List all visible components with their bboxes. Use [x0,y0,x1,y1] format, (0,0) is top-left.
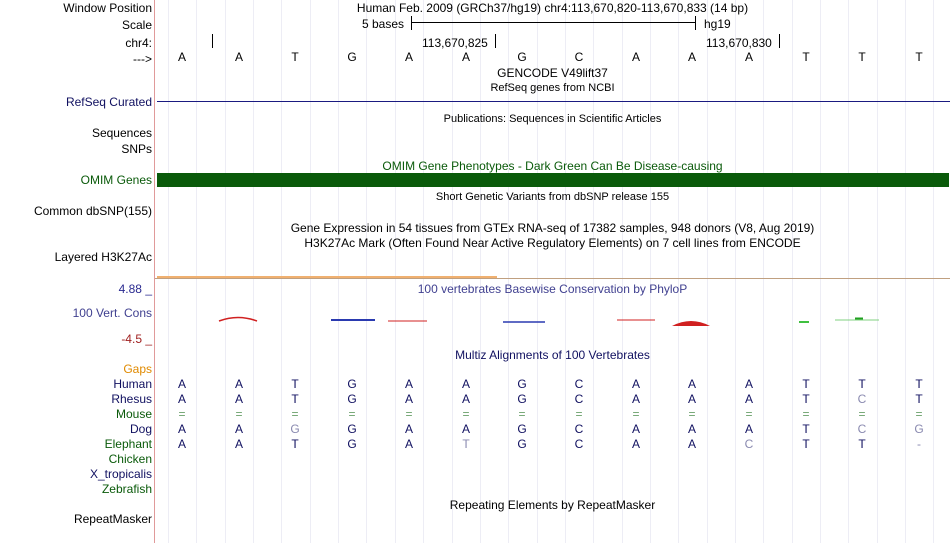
alignment-base: = [235,407,243,421]
alignment-base: G [290,422,300,436]
alignment-base: = [405,407,413,421]
reference-base: A [461,50,470,64]
h3k27-center-label: H3K27Ac Mark (Often Found Near Active Regulatory Elements) on 7 cell lines from ENCODE [304,236,801,250]
alignment-base: G [347,437,357,451]
species-label-elephant[interactable]: Elephant [104,437,152,451]
alignment-base: G [347,377,357,391]
alignment-base: A [404,392,413,406]
alignment-base: T [462,437,470,451]
scale-assembly: hg19 [704,17,731,31]
species-label-x_tropicalis[interactable]: X_tropicalis [89,467,152,481]
cons-max-label: 4.88 _ [118,282,152,296]
alignment-base: = [518,407,526,421]
alignment-base: G [347,422,357,436]
gencode-title: GENCODE V49lift37 [497,66,608,80]
reference-base: A [631,50,640,64]
scale-left-tick [411,16,412,30]
strand-label: ---> [133,52,152,66]
alignment-base: = [858,407,866,421]
alignment-base: A [631,392,640,406]
phylop-peak-1 [219,318,257,322]
alignment-base: G [347,392,357,406]
alignment-base: T [915,392,923,406]
alignment-base: A [461,392,470,406]
refseq-gene-line[interactable] [157,101,950,102]
alignment-base: A [234,392,243,406]
alignment-base: A [687,437,696,451]
alignment-base: T [291,437,299,451]
alignment-base: T [802,377,810,391]
refseq-track-label[interactable]: RefSeq Curated [65,95,152,109]
alignment-base: A [744,422,753,436]
alignment-base: = [178,407,186,421]
snps-track-label[interactable]: SNPs [121,142,152,156]
alignment-base: G [517,377,527,391]
species-label-dog[interactable]: Dog [129,422,152,436]
alignment-base: G [517,437,527,451]
alignment-base: A [177,422,186,436]
coord-label-2: 113,670,830 [706,36,772,50]
scale-right-tick [695,16,696,30]
species-label-mouse[interactable]: Mouse [115,407,152,421]
alignment-base: A [687,377,696,391]
alignment-base: A [234,437,243,451]
coord-tick-2 [779,34,780,48]
alignment-base: C [857,422,867,436]
alignment-base: G [914,422,924,436]
repeat-center-label: Repeating Elements by RepeatMasker [449,498,656,512]
alignment-base: C [857,392,867,406]
refseq-center-label: RefSeq genes from NCBI [490,82,615,94]
coord-tick-0 [212,34,213,48]
publications-center-label: Publications: Sequences in Scientific Articles [443,113,662,125]
alignment-base: T [915,377,923,391]
reference-base: C [574,50,584,64]
alignment-base: T [858,437,866,451]
species-label-human[interactable]: Human [113,377,152,391]
phylop-peak-2 [331,319,375,321]
alignment-base: = [915,407,923,421]
alignment-base: A [687,392,696,406]
reference-base: A [687,50,696,64]
reference-base: T [915,50,923,64]
h3k27-baseline [155,278,950,279]
alignment-base: A [177,392,186,406]
alignment-base: G [517,392,527,406]
alignment-base: = [688,407,696,421]
alignment-base: A [404,437,413,451]
alignment-base: = [462,407,470,421]
alignment-base: A [177,437,186,451]
alignment-base: = [745,407,753,421]
reference-base: G [517,50,527,64]
window-position-text: Human Feb. 2009 (GRCh37/hg19) chr4:113,670,820-113,670,833 (14 bp) [356,1,749,15]
phylop-plot[interactable] [155,300,950,340]
h3k27-track-label[interactable]: Layered H3K27Ac [54,250,152,264]
reference-base: A [234,50,243,64]
alignment-base: A [461,377,470,391]
reference-base: A [744,50,753,64]
cons-min-label: -4.5 _ [121,332,152,346]
alignment-base: T [802,392,810,406]
alignment-base: A [744,392,753,406]
coord-tick-1 [495,34,496,48]
alignment-base: G [517,422,527,436]
cons-track-label[interactable]: 100 Vert. Cons [72,306,152,320]
alignment-base: A [177,377,186,391]
species-label-zebrafish[interactable]: Zebrafish [101,482,152,496]
alignment-base: A [234,422,243,436]
alignment-base: C [574,377,584,391]
alignment-base: = [291,407,299,421]
repeat-track-label[interactable]: RepeatMasker [73,512,152,526]
phylop-peak-6 [672,321,710,326]
gtex-center-label: Gene Expression in 54 tissues from GTEx RNA-seq of 17382 samples, 948 donors (V8, Aug 2019) [290,221,815,235]
multiz-center-label: Multiz Alignments of 100 Vertebrates [455,348,650,362]
alignment-base: A [461,422,470,436]
dbsnp-track-label[interactable]: Common dbSNP(155) [33,204,152,218]
alignment-base: C [744,437,754,451]
alignment-base: T [291,392,299,406]
omim-track-label[interactable]: OMIM Genes [80,173,152,187]
species-label-rhesus[interactable]: Rhesus [111,392,152,406]
alignment-base: A [631,377,640,391]
omim-center-label: OMIM Gene Phenotypes - Dark Green Can Be Disease-causing [382,159,723,173]
scale-label: Scale [121,18,152,32]
omim-gene-bar[interactable] [157,173,949,187]
alignment-base: C [574,392,584,406]
sequences-track-label[interactable]: Sequences [91,126,152,140]
alignment-base: = [348,407,356,421]
dbsnp-center-label: Short Genetic Variants from dbSNP release 155 [435,191,670,203]
alignment-base: A [631,437,640,451]
alignment-base: - [917,437,921,451]
alignment-base: A [404,422,413,436]
alignment-base: T [802,422,810,436]
alignment-base: = [575,407,583,421]
alignment-base: A [404,377,413,391]
alignment-base: A [687,422,696,436]
gaps-track-label[interactable]: Gaps [123,362,152,376]
alignment-base: T [291,377,299,391]
alignment-base: A [234,377,243,391]
window-position-label: Window Position [63,1,152,15]
reference-base: T [858,50,866,64]
reference-base: G [347,50,357,64]
reference-base: T [802,50,810,64]
scale-bar [411,22,695,23]
alignment-base: T [858,377,866,391]
species-label-chicken[interactable]: Chicken [108,452,152,466]
chrom-label: chr4: [125,36,152,50]
alignment-base: C [574,422,584,436]
alignment-base: A [744,377,753,391]
alignment-base: T [802,437,810,451]
cons-center-label: 100 vertebrates Basewise Conservation by PhyloP [417,282,688,296]
reference-base: T [291,50,299,64]
alignment-base: C [574,437,584,451]
reference-base: A [177,50,186,64]
coord-label-1: 113,670,825 [422,36,488,50]
alignment-base: = [802,407,810,421]
alignment-base: = [632,407,640,421]
reference-base: A [404,50,413,64]
alignment-base: A [631,422,640,436]
scale-text: 5 bases [362,17,405,31]
